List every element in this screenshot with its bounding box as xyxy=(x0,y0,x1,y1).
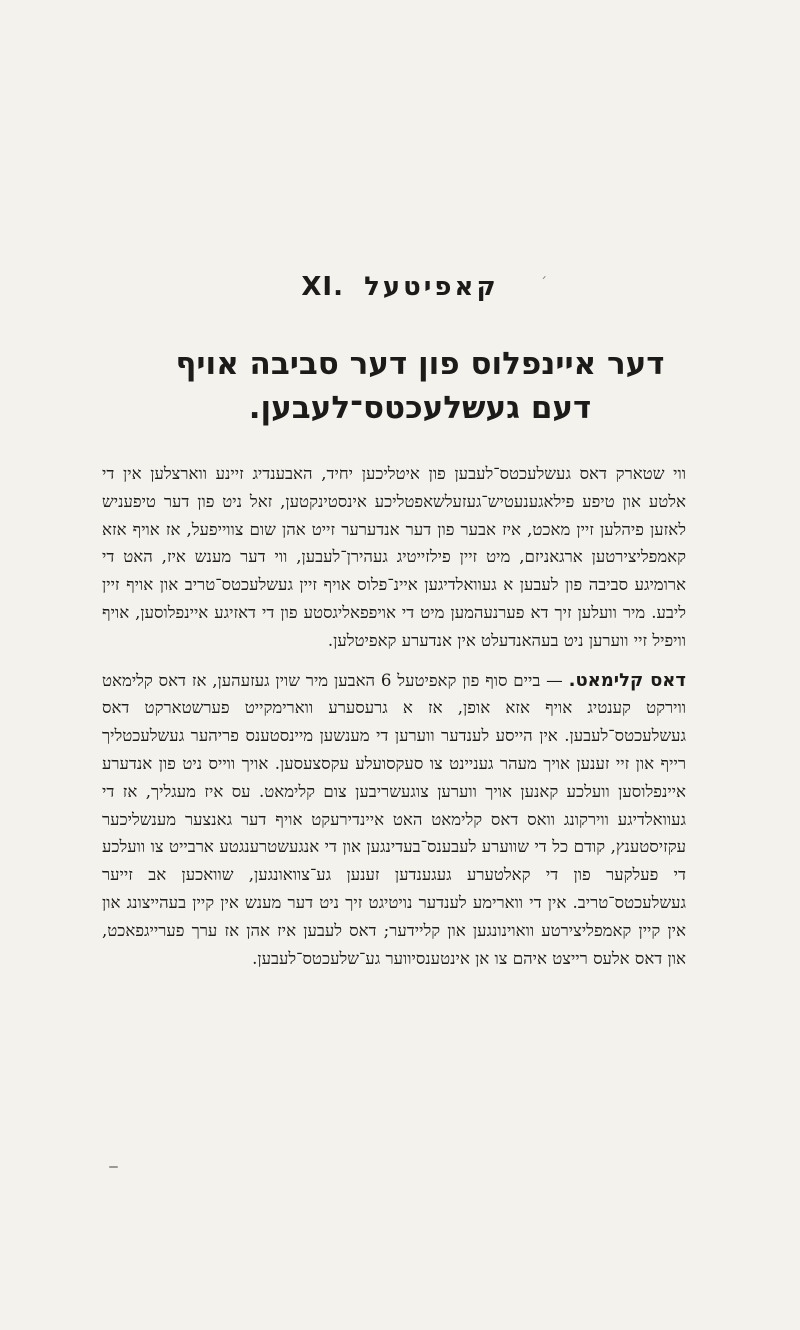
paragraph-2-lead: דאס קלימאט. xyxy=(568,669,686,691)
paragraph-1-text: ווי שטארק דאס געשלעכטס־לעבען פון איטליכען יחיד, האבענדיג זיינע ווארצלען אין די אלטע און טיפע פילאגענעטיש־געזעלשאפטליכע אינסטינקטען, זאל ניט פון דער טיפעניש לאזען פיהלען זיין מאכט, איז אבער פון דער אנדערער זייט אהן שום צווייפעל, אז אויף אזא קאמפליצירטען ארגאניזם, מיט זיין פילזייטיג געהירן־לעבען, ווי דער מענש איז, האט די ארומיגע סביבה פון לעבען א געוואלדיגען איינ־פלוס אויף זיין געשלעכטס־טריב און אויף זיין ליבע. מיר וועלען זיך דא פערנעהמען מיט די אויפפאליגסטע פון די דאזיגע איינפלוסען, אויף וויפיל זיי ווערען ניט בעהאנדעלט אין אנדערע קאפיטלען. xyxy=(102,464,686,650)
ink-smudge xyxy=(109,1166,118,1168)
chapter-number: XI. xyxy=(301,272,344,302)
print-mark: ´ xyxy=(540,276,547,292)
paragraph-1 xyxy=(102,460,686,655)
chapter-word: קאפיטעל xyxy=(364,272,499,302)
paragraph-2-text: — ביים סוף פון קאפיטעל 6 האבען מיר שוין געזעהען, אז דאס קלימאט ווירקט קענטיג אויף אזא אופן, אז א גרעסערע ווארימקייט פערשטארקט דאס געשלעכטס־לעבען. אין הייסע לענדער ווערען די מענשען מיינסטענס פריהער געשלעכטליך רייף און זיי זענען אויך מעהר געניינט צו סעקסועלע עקסצעסען. אויך ווייס ניט פון אנדערע איינפלוסען וועלכע קאנען אויך ווערען צוגעשריבען צום קלימאט. עס איז מעגליך, אז די געוואלדיגע ווירקונג וואס דאס קלימאט האט איינדירעקט אויף דער גאנצער מענשליכער עקזיסטענץ, קודם כל די שווערע לעבענס־בעדינגען און די אנגעשטרענגטע ארבייט צו וועלכע די פעלקער פון די קאלטערע געגענדען זענען גע־צוואונגען, שוואכען אב זייער געשלעכטס־טריב. אין די ווארימע לענדער נויטיגט זיך ניט דער מענש אין קיין בעהייצונג און אין קיין קאמפליצירטע וואוינונגען און קליידער; דאס לעבען איז אהן אז ערך פערייגפאכט, און דאס אלעס רייצט איהם צו אן אינטענסיווער גע־שלעכטס־לעבען. xyxy=(102,670,686,968)
chapter-heading xyxy=(0,272,800,302)
chapter-title: דער איינפלוס פון דער סביבה אויף דעם געשלעכטס־לעבען. xyxy=(175,346,665,426)
paragraph-2 xyxy=(102,667,686,973)
body-text xyxy=(102,460,686,972)
